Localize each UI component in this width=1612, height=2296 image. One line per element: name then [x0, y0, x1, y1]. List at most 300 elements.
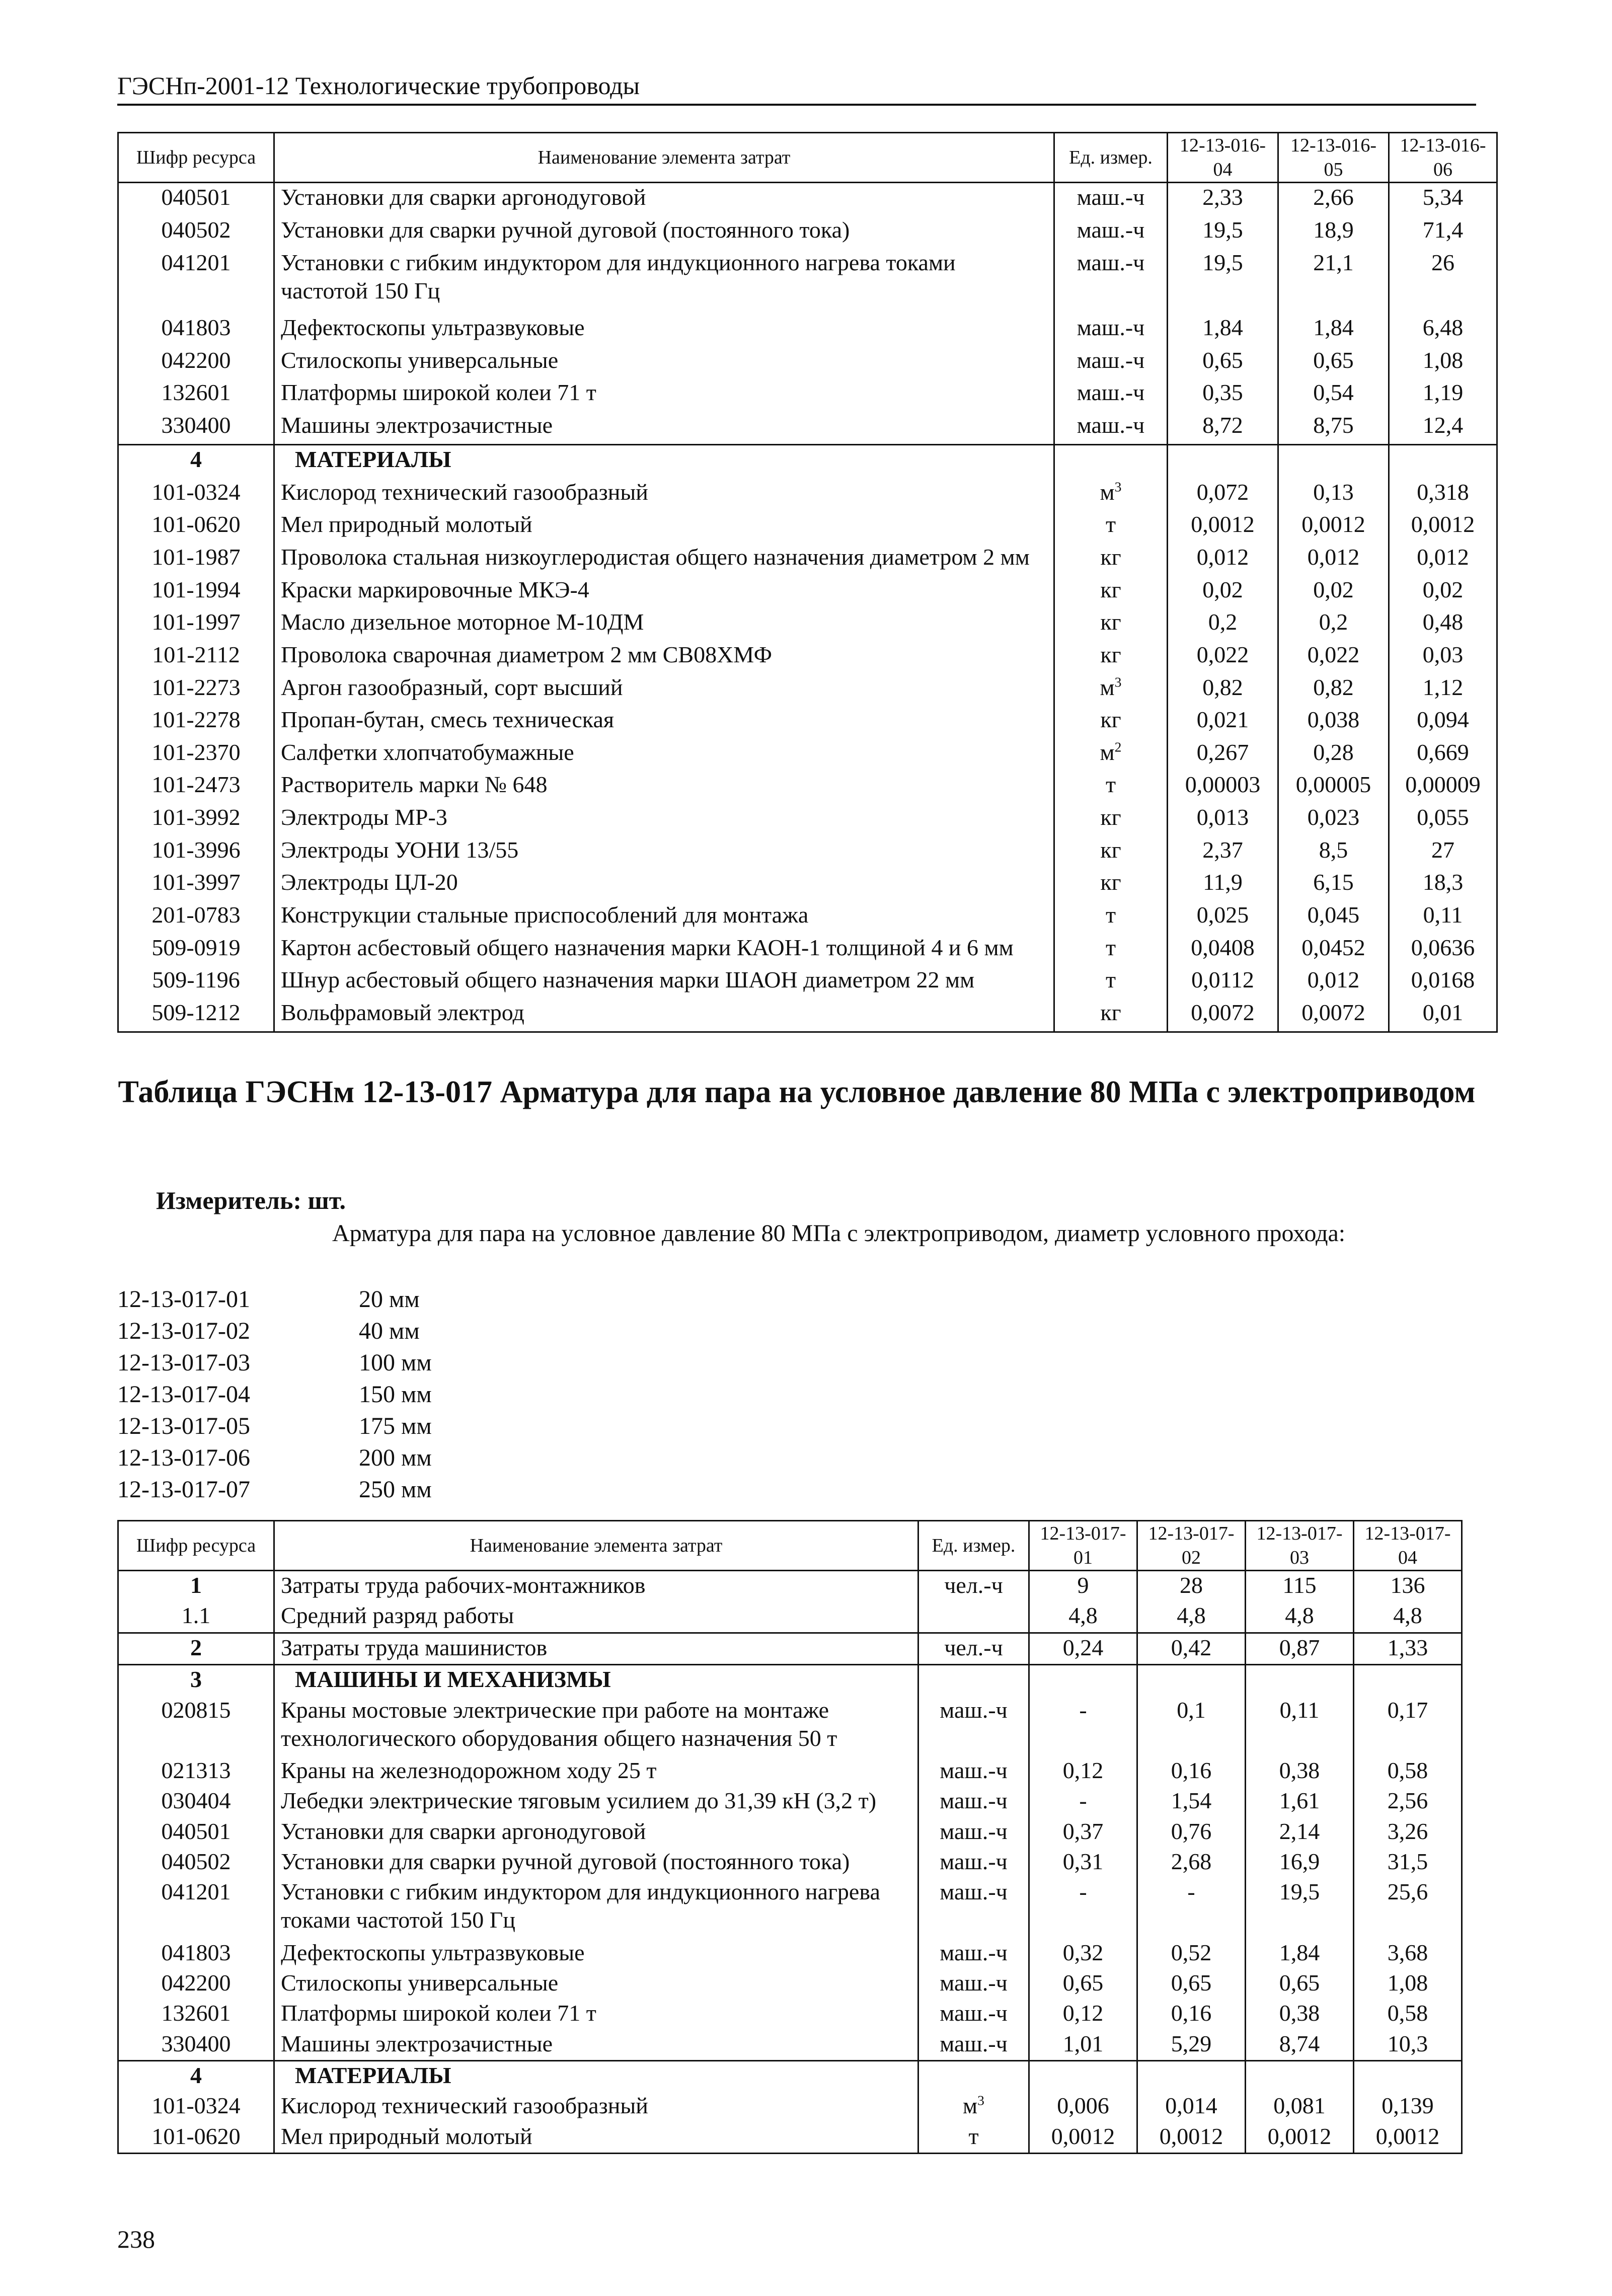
unit-text: маш.-ч	[940, 1939, 1008, 1965]
norm-value	[1029, 1665, 1137, 1696]
unit	[1054, 314, 1168, 346]
norm-value: 0,38	[1246, 1999, 1354, 2029]
norm-value: 12,4	[1389, 411, 1497, 444]
norm-value	[1137, 2060, 1246, 2092]
norm-value: 0,0452	[1278, 934, 1389, 966]
norm-value: 0,1	[1137, 1696, 1246, 1757]
norm-value: -	[1137, 1878, 1246, 1939]
unit-text: кг	[1100, 544, 1121, 570]
norm-value: 0,11	[1389, 901, 1497, 934]
resource-code: 040502	[118, 1848, 274, 1878]
norm-value: 5,34	[1389, 183, 1497, 216]
resource-code: 4	[118, 444, 274, 478]
header-resource-code: Шифр ресурса	[118, 1521, 274, 1571]
table-row	[118, 2030, 1462, 2061]
header-norm-016-06: 12-13-016-06	[1389, 133, 1497, 183]
unit	[1054, 411, 1168, 444]
variant-item	[117, 1347, 432, 1379]
norm-value: 0,045	[1278, 901, 1389, 934]
norm-value: 1,84	[1278, 314, 1389, 346]
norm-value: 2,14	[1246, 1817, 1354, 1848]
norm-value: 1,84	[1168, 314, 1278, 346]
cost-element-name: Стилоскопы универсальные	[274, 1969, 918, 1999]
variant-code: 12-13-017-02	[117, 1318, 250, 1344]
norm-value: 2,56	[1354, 1787, 1462, 1817]
cost-element-name: Электроды ЦЛ-20	[274, 868, 1054, 901]
cost-element-name: Шнур асбестовый общего назначения марки ШАОН диаметром 22 мм	[274, 966, 1054, 999]
unit-text: кг	[1100, 609, 1121, 635]
table-row	[118, 771, 1497, 803]
unit-exponent: 2	[1114, 739, 1122, 755]
unit	[918, 1787, 1029, 1817]
norm-value: 1,54	[1137, 1787, 1246, 1817]
norm-value: 0,11	[1246, 1696, 1354, 1757]
cost-element-name: Средний разряд работы	[274, 1601, 918, 1633]
table-row	[118, 1601, 1462, 1633]
resource-table-017	[117, 1520, 1463, 2154]
cost-element-name: Установки для сварки аргонодуговой	[274, 183, 1054, 216]
variant-diameter: 175 мм	[359, 1413, 432, 1439]
unit	[918, 2122, 1029, 2154]
unit	[918, 1939, 1029, 1969]
table-row	[118, 803, 1497, 836]
unit	[1054, 478, 1168, 511]
norm-value: 0,267	[1168, 738, 1278, 771]
norm-value: 0,32	[1029, 1939, 1137, 1969]
norm-value: 0,081	[1246, 2092, 1354, 2122]
norm-value: 2,66	[1278, 183, 1389, 216]
norm-value: 0,2	[1168, 608, 1278, 641]
norm-value: 0,58	[1354, 1999, 1462, 2029]
header-norm-016-04: 12-13-016-04	[1168, 133, 1278, 183]
resource-code: 101-1994	[118, 576, 274, 608]
cost-element-name: Краны на железнодорожном ходу 25 т	[274, 1756, 918, 1787]
unit-text: кг	[1100, 707, 1121, 733]
cost-element-name: Проволока стальная низкоуглеродистая общего назначения диаметром 2 мм	[274, 543, 1054, 576]
norm-value: 0,16	[1137, 1756, 1246, 1787]
section-title: МАШИНЫ И МЕХАНИЗМЫ	[274, 1665, 918, 1696]
resource-code: 041803	[118, 1939, 274, 1969]
resource-code: 509-1196	[118, 966, 274, 999]
resource-code: 040501	[118, 183, 274, 216]
norm-value: 5,29	[1137, 2030, 1246, 2061]
unit	[1054, 641, 1168, 673]
unit-text: маш.-ч	[1077, 216, 1145, 243]
unit	[1054, 836, 1168, 869]
norm-value: 0,0408	[1168, 934, 1278, 966]
norm-value: 71,4	[1389, 216, 1497, 249]
unit	[918, 1756, 1029, 1787]
cost-element-name: Затраты труда рабочих-монтажников	[274, 1571, 918, 1602]
norm-value: 0,023	[1278, 803, 1389, 836]
resource-code: 101-0620	[118, 2122, 274, 2154]
norm-value: 136	[1354, 1571, 1462, 1602]
section-title: МАТЕРИАЛЫ	[274, 2060, 918, 2092]
norm-value: 0,021	[1168, 706, 1278, 738]
norm-value: 0,87	[1246, 1633, 1354, 1664]
table-row	[118, 1848, 1462, 1878]
norm-value: 0,42	[1137, 1633, 1246, 1664]
unit	[1054, 999, 1168, 1032]
cost-element-name: Проволока сварочная диаметром 2 мм СВ08ХМФ	[274, 641, 1054, 673]
norm-value: 0,0012	[1246, 2122, 1354, 2154]
norm-value: 0,012	[1389, 543, 1497, 576]
table-row	[118, 1696, 1462, 1757]
norm-value: 0,65	[1278, 346, 1389, 379]
norm-value: 0,12	[1029, 1756, 1137, 1787]
cost-element-name: Платформы широкой колеи 71 т	[274, 1999, 918, 2029]
norm-value: 0,0168	[1389, 966, 1497, 999]
resource-code: 101-2370	[118, 738, 274, 771]
unit-text: т	[1105, 934, 1116, 960]
resource-code: 101-2112	[118, 641, 274, 673]
variant-code: 12-13-017-06	[117, 1444, 250, 1471]
resource-code: 101-3992	[118, 803, 274, 836]
resource-code: 101-0324	[118, 478, 274, 511]
unit-text: маш.-ч	[940, 1848, 1008, 1874]
norm-value	[1246, 2060, 1354, 2092]
norm-value: 27	[1389, 836, 1497, 869]
cost-element-name: Краски маркировочные МКЭ-4	[274, 576, 1054, 608]
norm-value: 0,17	[1354, 1696, 1462, 1757]
norm-value: 0,0012	[1278, 510, 1389, 543]
norm-value: -	[1029, 1696, 1137, 1757]
norm-value: 4,8	[1354, 1601, 1462, 1633]
meter-value: шт.	[308, 1186, 346, 1214]
cost-element-name: Мел природный молотый	[274, 510, 1054, 543]
resource-table-016	[117, 132, 1498, 1033]
resource-code: 132601	[118, 378, 274, 411]
norm-value: 0,0012	[1354, 2122, 1462, 2154]
cost-element-name: Кислород технический газообразный	[274, 478, 1054, 511]
norm-value: 1,33	[1354, 1633, 1462, 1664]
norm-value: 8,75	[1278, 411, 1389, 444]
unit	[918, 1665, 1029, 1696]
cost-element-name: Электроды УОНИ 13/55	[274, 836, 1054, 869]
resource-code: 041803	[118, 314, 274, 346]
unit-text: маш.-ч	[940, 1879, 1008, 1905]
table-row	[118, 1939, 1462, 1969]
unit-text: кг	[1100, 804, 1121, 830]
resource-code: 132601	[118, 1999, 274, 2029]
unit	[918, 2060, 1029, 2092]
unit-text: маш.-ч	[1077, 314, 1145, 340]
norm-value: 2,33	[1168, 183, 1278, 216]
norm-value: 0,012	[1278, 543, 1389, 576]
norm-value: 0,82	[1168, 673, 1278, 706]
unit-text: маш.-ч	[1077, 412, 1145, 438]
unit-text: маш.-ч	[940, 2030, 1008, 2056]
resource-code: 1.1	[118, 1601, 274, 1633]
unit	[918, 2030, 1029, 2061]
unit-text: кг	[1100, 869, 1121, 895]
resource-code: 042200	[118, 346, 274, 379]
unit	[1054, 346, 1168, 379]
norm-value: 0,055	[1389, 803, 1497, 836]
header-norm-017-02: 12-13-017-02	[1137, 1521, 1246, 1571]
unit-text: маш.-ч	[940, 1970, 1008, 1996]
norm-value: 8,74	[1246, 2030, 1354, 2061]
table-row	[118, 378, 1497, 411]
variant-item	[117, 1283, 432, 1315]
header-unit: Ед. измер.	[918, 1521, 1029, 1571]
norm-value: 6,48	[1389, 314, 1497, 346]
resource-code: 3	[118, 1665, 274, 1696]
unit-text: маш.-ч	[1077, 379, 1145, 406]
cost-element-name: Затраты труда машинистов	[274, 1633, 918, 1664]
table-row	[118, 641, 1497, 673]
norm-value: 4,8	[1137, 1601, 1246, 1633]
cost-element-name: Машины электрозачистные	[274, 411, 1054, 444]
unit-exponent: 3	[1114, 479, 1122, 495]
cost-element-name: Кислород технический газообразный	[274, 2092, 918, 2122]
unit-text: кг	[1100, 1000, 1121, 1026]
norm-value: 0,2	[1278, 608, 1389, 641]
variant-diameter: 200 мм	[359, 1444, 432, 1471]
norm-value: 19,5	[1246, 1878, 1354, 1939]
unit	[918, 1878, 1029, 1939]
resource-code: 1	[118, 1571, 274, 1602]
cost-element-name: Масло дизельное моторное М-10ДМ	[274, 608, 1054, 641]
norm-value: -	[1029, 1878, 1137, 1939]
unit-text: т	[1105, 772, 1116, 798]
norm-value: 4,8	[1029, 1601, 1137, 1633]
norm-value: 0,02	[1278, 576, 1389, 608]
cost-element-name: Салфетки хлопчатобумажные	[274, 738, 1054, 771]
resource-code: 330400	[118, 411, 274, 444]
cost-element-name: Установки с гибким индуктором для индукционного нагрева токами частотой 150 Гц	[274, 1878, 918, 1939]
norm-value: 0,0012	[1137, 2122, 1246, 2154]
norm-value: 0,022	[1168, 641, 1278, 673]
meter-line	[156, 1185, 346, 1215]
norm-value: 0,82	[1278, 673, 1389, 706]
norm-value: 0,52	[1137, 1939, 1246, 1969]
page-number: 238	[117, 2225, 155, 2253]
resource-code: 041201	[118, 249, 274, 314]
resource-code: 042200	[118, 1969, 274, 1999]
norm-value: 0,022	[1278, 641, 1389, 673]
norm-value: 0,01	[1389, 999, 1497, 1032]
norm-value: 0,38	[1246, 1756, 1354, 1787]
table-row	[118, 673, 1497, 706]
norm-value: 0,13	[1278, 478, 1389, 511]
unit-text: м	[1100, 739, 1115, 765]
norm-value: 0,12	[1029, 1999, 1137, 2029]
norm-value: 31,5	[1354, 1848, 1462, 1878]
cost-element-name: Стилоскопы универсальные	[274, 346, 1054, 379]
table-header-row	[118, 133, 1497, 183]
resource-code: 021313	[118, 1756, 274, 1787]
unit-text: маш.-ч	[1077, 249, 1145, 275]
norm-value: 18,3	[1389, 868, 1497, 901]
norm-value: 0,28	[1278, 738, 1389, 771]
norm-value: 0,0012	[1029, 2122, 1137, 2154]
header-unit: Ед. измер.	[1054, 133, 1168, 183]
section-row	[118, 2060, 1462, 2092]
unit-text: маш.-ч	[940, 1697, 1008, 1723]
norm-value: 0,0072	[1168, 999, 1278, 1032]
unit	[1054, 183, 1168, 216]
norm-value: 3,26	[1354, 1817, 1462, 1848]
resource-code: 101-1987	[118, 543, 274, 576]
norm-value: 0,00005	[1278, 771, 1389, 803]
norm-value: 0,31	[1029, 1848, 1137, 1878]
variant-diameter: 250 мм	[359, 1476, 432, 1503]
cost-element-name: Пропан-бутан, смесь техническая	[274, 706, 1054, 738]
header-norm-016-05: 12-13-016-05	[1278, 133, 1389, 183]
norm-value: 8,5	[1278, 836, 1389, 869]
norm-value: 11,9	[1168, 868, 1278, 901]
table-row	[118, 411, 1497, 444]
section-title: МАТЕРИАЛЫ	[274, 444, 1054, 478]
cost-element-name: Вольфрамовый электрод	[274, 999, 1054, 1032]
unit-exponent: 3	[1114, 674, 1122, 690]
norm-value: 0,0012	[1389, 510, 1497, 543]
unit-text: маш.-ч	[940, 1818, 1008, 1844]
table-row	[118, 314, 1497, 346]
variant-item	[117, 1442, 432, 1474]
header-cost-element: Наименование элемента затрат	[274, 133, 1054, 183]
norm-value: 0,35	[1168, 378, 1278, 411]
unit	[1054, 510, 1168, 543]
norm-value: 0,072	[1168, 478, 1278, 511]
norm-value: 0,012	[1168, 543, 1278, 576]
resource-code: 041201	[118, 1878, 274, 1939]
norm-value: 0,58	[1354, 1756, 1462, 1787]
unit	[1054, 216, 1168, 249]
norm-value: 0,038	[1278, 706, 1389, 738]
norm-value: 6,15	[1278, 868, 1389, 901]
unit-text: кг	[1100, 836, 1121, 863]
unit-text: м	[963, 2093, 978, 2119]
resource-code: 509-1212	[118, 999, 274, 1032]
unit	[1054, 608, 1168, 641]
variant-code: 12-13-017-03	[117, 1349, 250, 1376]
variant-diameter: 20 мм	[359, 1286, 420, 1313]
norm-value: 0,139	[1354, 2092, 1462, 2122]
cost-element-name: Установки для сварки ручной дуговой (постоянного тока)	[274, 1848, 918, 1878]
unit-exponent: 3	[977, 2092, 984, 2108]
resource-code: 2	[118, 1633, 274, 1664]
variant-code: 12-13-017-05	[117, 1413, 250, 1439]
norm-value: 0,02	[1168, 576, 1278, 608]
resource-code: 101-2273	[118, 673, 274, 706]
variant-code: 12-13-017-07	[117, 1476, 250, 1503]
unit	[1054, 249, 1168, 314]
norm-value: 1,01	[1029, 2030, 1137, 2061]
unit-text: т	[1105, 511, 1116, 538]
norm-value: 0,65	[1029, 1969, 1137, 1999]
norm-value	[1278, 444, 1389, 478]
norm-value: 19,5	[1168, 216, 1278, 249]
unit	[918, 1999, 1029, 2029]
table-row	[118, 1999, 1462, 2029]
table-row	[118, 706, 1497, 738]
unit	[1054, 543, 1168, 576]
cost-element-name: Установки для сварки ручной дуговой (постоянного тока)	[274, 216, 1054, 249]
table-row	[118, 2122, 1462, 2154]
table-row	[118, 966, 1497, 999]
norm-value: 3,68	[1354, 1939, 1462, 1969]
table-row	[118, 216, 1497, 249]
norm-value: 0,318	[1389, 478, 1497, 511]
norm-value: 0,02	[1389, 576, 1497, 608]
table-row	[118, 934, 1497, 966]
cost-element-name: Растворитель марки № 648	[274, 771, 1054, 803]
table-row	[118, 1756, 1462, 1787]
norm-value: 2,37	[1168, 836, 1278, 869]
resource-code: 101-0620	[118, 510, 274, 543]
unit	[1054, 901, 1168, 934]
unit	[918, 1571, 1029, 1602]
norm-value: 25,6	[1354, 1878, 1462, 1939]
unit	[1054, 771, 1168, 803]
norm-value: 0,54	[1278, 378, 1389, 411]
norm-value	[1354, 1665, 1462, 1696]
table-row	[118, 2092, 1462, 2122]
norm-value: 115	[1246, 1571, 1354, 1602]
running-header: ГЭСНп-2001-12 Технологические трубопроводы	[117, 70, 1476, 106]
norm-value: -	[1029, 1787, 1137, 1817]
table-row	[118, 1571, 1462, 1602]
unit	[1054, 738, 1168, 771]
norm-value: 0,669	[1389, 738, 1497, 771]
norm-value	[1029, 2060, 1137, 2092]
norm-value	[1246, 1665, 1354, 1696]
norm-value: 1,19	[1389, 378, 1497, 411]
table-row	[118, 478, 1497, 511]
norm-value: 0,00009	[1389, 771, 1497, 803]
norm-value: 0,012	[1278, 966, 1389, 999]
unit	[918, 1696, 1029, 1757]
variant-item	[117, 1315, 432, 1347]
unit	[1054, 868, 1168, 901]
header-cost-element: Наименование элемента затрат	[274, 1521, 918, 1571]
resource-code: 101-3997	[118, 868, 274, 901]
cost-element-name: Дефектоскопы ультразвуковые	[274, 1939, 918, 1969]
variant-diameter: 40 мм	[359, 1318, 420, 1344]
norm-value: 0,0112	[1168, 966, 1278, 999]
section-row	[118, 444, 1497, 478]
variant-code: 12-13-017-01	[117, 1286, 250, 1313]
cost-element-name: Дефектоскопы ультразвуковые	[274, 314, 1054, 346]
cost-element-name: Платформы широкой колеи 71 т	[274, 378, 1054, 411]
unit-text: кг	[1100, 576, 1121, 602]
norm-value: 0,37	[1029, 1817, 1137, 1848]
norm-value: 0,014	[1137, 2092, 1246, 2122]
unit-text: маш.-ч	[940, 1788, 1008, 1814]
norm-value: 1,08	[1389, 346, 1497, 379]
unit	[918, 1817, 1029, 1848]
norm-value	[1137, 1665, 1246, 1696]
header-resource-code: Шифр ресурса	[118, 133, 274, 183]
norm-value: 0,65	[1246, 1969, 1354, 1999]
unit	[1054, 934, 1168, 966]
table-row	[118, 576, 1497, 608]
norm-value: 0,013	[1168, 803, 1278, 836]
unit	[1054, 378, 1168, 411]
resource-code: 330400	[118, 2030, 274, 2061]
unit-text: маш.-ч	[1077, 184, 1145, 210]
unit-text: т	[968, 2123, 979, 2149]
table-header-row	[118, 1521, 1462, 1571]
norm-value: 9	[1029, 1571, 1137, 1602]
cost-element-name: Краны мостовые электрические при работе на монтаже технологического оборудования общего назначения 50 т	[274, 1696, 918, 1757]
table-row	[118, 738, 1497, 771]
table-row	[118, 1787, 1462, 1817]
unit	[918, 2092, 1029, 2122]
cost-element-name: Установки для сварки аргонодуговой	[274, 1817, 918, 1848]
